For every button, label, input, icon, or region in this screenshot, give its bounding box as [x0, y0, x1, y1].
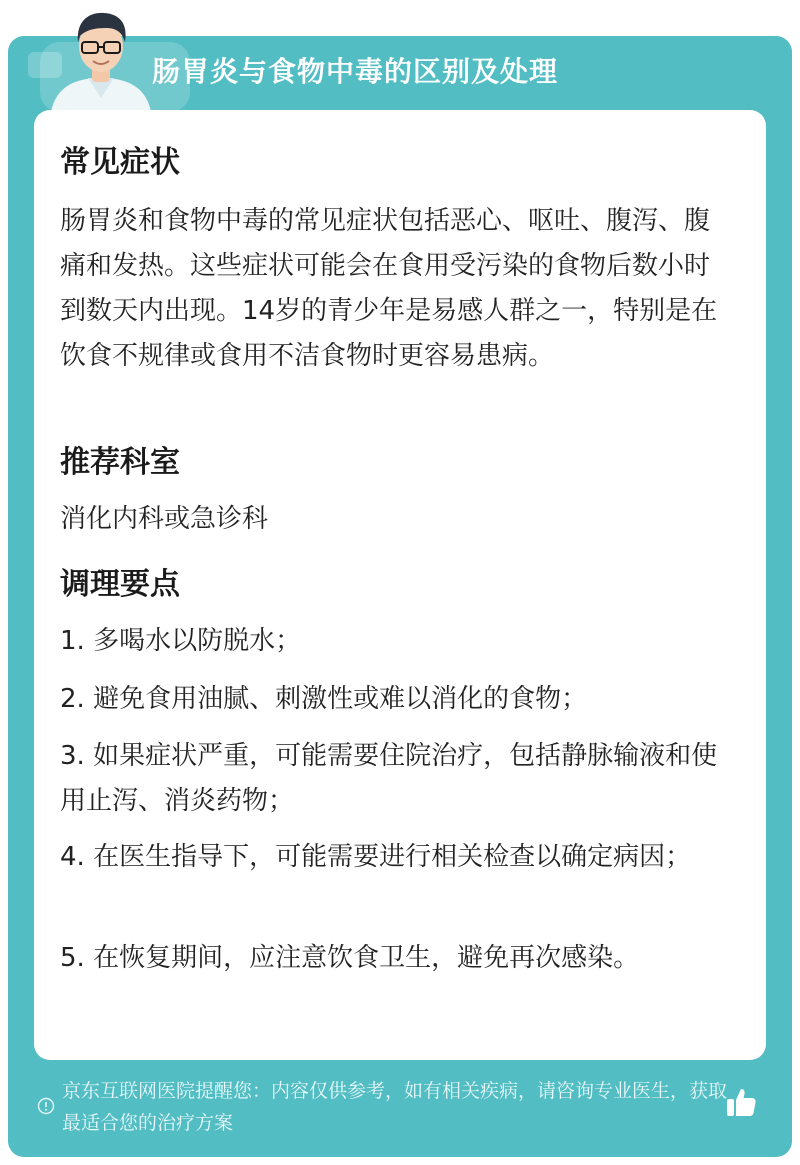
- page-title: 肠胃炎与食物中毒的区别及处理: [152, 55, 559, 88]
- care-list-item: 2. 避免食用油腻、刺激性或难以消化的食物；: [60, 684, 588, 714]
- disclaimer-text: 京东互联网医院提醒您：内容仅供参考，如有相关疾病，请咨询专业医生，获取最适合您的治疗方案: [62, 1080, 728, 1134]
- thumbs-up-icon[interactable]: [724, 1085, 758, 1119]
- doctor-avatar-icon: [46, 6, 156, 112]
- symptoms-text: 肠胃炎和食物中毒的常见症状包括恶心、呕吐、腹泻、腹痛和发热。这些症状可能会在食用受污染的食物后数小时到数天内出现。14岁的青少年是易感人群之一，特别是在饮食不规律或食用不洁食物时更容易患病。: [60, 206, 718, 371]
- section-title-department: 推荐科室: [60, 445, 180, 480]
- info-icon: [37, 1097, 55, 1115]
- care-list-item: 5. 在恢复期间，应注意饮食卫生，避免再次感染。: [60, 943, 640, 973]
- section-title-care: 调理要点: [60, 567, 180, 602]
- department-text: 消化内科或急诊科: [60, 504, 269, 534]
- care-list-item: 3. 如果症状严重，可能需要住院治疗，包括静脉输液和使用止泻、消炎药物；: [60, 741, 718, 816]
- section-title-symptoms: 常见症状: [60, 145, 180, 180]
- care-list-item: 4. 在医生指导下，可能需要进行相关检查以确定病因；: [60, 842, 692, 872]
- care-list-item: 1. 多喝水以防脱水；: [60, 626, 302, 656]
